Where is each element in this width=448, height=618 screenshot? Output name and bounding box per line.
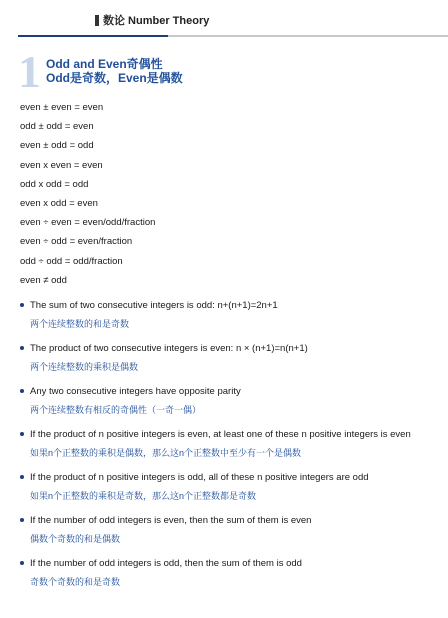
bullet-chinese: 如果n个正整数的乘积是奇数，那么这n个正整数都是奇数 bbox=[30, 491, 257, 501]
formula: even ± even = even bbox=[20, 102, 104, 113]
bullet-dot-icon bbox=[20, 518, 24, 522]
bullet-chinese: 偶数个奇数的和是偶数 bbox=[30, 534, 121, 544]
bullet-english: If the product of n positive integers is odd, all of these n positive integers are odd bbox=[30, 472, 369, 483]
bullet-dot-icon bbox=[20, 346, 24, 350]
bullet-chinese: 两个连续整数的和是奇数 bbox=[30, 319, 130, 329]
formula: even x even = even bbox=[20, 159, 103, 171]
bullet-dot-icon bbox=[20, 475, 24, 479]
formula: odd ± odd = even bbox=[20, 121, 94, 133]
bullet-list bbox=[20, 300, 445, 601]
header-rule-accent bbox=[18, 35, 168, 37]
list-item bbox=[20, 429, 445, 472]
list-item bbox=[20, 515, 445, 558]
header-marker bbox=[95, 15, 99, 26]
page-header bbox=[95, 12, 209, 28]
bullet-chinese: 如果n个正整数的乘积是偶数，那么这n个正整数中至少有一个是偶数 bbox=[30, 448, 302, 458]
list-item bbox=[20, 472, 445, 515]
bullet-chinese: 两个连续整数的乘积是偶数 bbox=[30, 362, 139, 372]
formula: even ÷ even = even/odd/fraction bbox=[20, 217, 156, 229]
formula: even x odd = even bbox=[20, 197, 98, 209]
list-item bbox=[20, 343, 445, 386]
header-rule bbox=[18, 35, 448, 37]
section-title: Odd and Even奇偶性 bbox=[46, 57, 163, 71]
bullet-dot-icon bbox=[20, 432, 24, 436]
bullet-english: The sum of two consecutive integers is odd: n+(n+1)=2n+1 bbox=[30, 300, 278, 311]
bullet-english: The product of two consecutive integers is even: n × (n+1)=n(n+1) bbox=[30, 343, 308, 354]
section-subtitle: Odd是奇数，Even是偶数 bbox=[46, 71, 183, 85]
header-title: 数论 Number Theory bbox=[103, 15, 210, 27]
bullet-english: If the product of n positive integers is even, at least one of these n positive integers is even bbox=[30, 429, 411, 440]
list-item bbox=[20, 558, 445, 601]
bullet-chinese: 奇数个奇数的和是奇数 bbox=[30, 577, 121, 587]
bullet-dot-icon bbox=[20, 561, 24, 565]
bullet-chinese: 两个连续整数有相反的奇偶性（一奇一偶） bbox=[30, 405, 202, 415]
bullet-english: If the number of odd integers is even, then the sum of them is even bbox=[30, 515, 312, 526]
formula-list bbox=[20, 98, 155, 290]
formula: even ≠ odd bbox=[20, 274, 67, 286]
list-item bbox=[20, 300, 445, 343]
formula: even ÷ odd = even/fraction bbox=[20, 236, 133, 248]
formula: odd x odd = odd bbox=[20, 178, 89, 190]
bullet-dot-icon bbox=[20, 303, 24, 307]
section-number: 1 bbox=[18, 46, 41, 97]
formula: even ± odd = odd bbox=[20, 140, 94, 152]
formula: odd ÷ odd = odd/fraction bbox=[20, 255, 123, 267]
bullet-english: If the number of odd integers is odd, then the sum of them is odd bbox=[30, 558, 302, 569]
list-item bbox=[20, 386, 445, 429]
bullet-english: Any two consecutive integers have opposite parity bbox=[30, 386, 241, 397]
bullet-dot-icon bbox=[20, 389, 24, 393]
